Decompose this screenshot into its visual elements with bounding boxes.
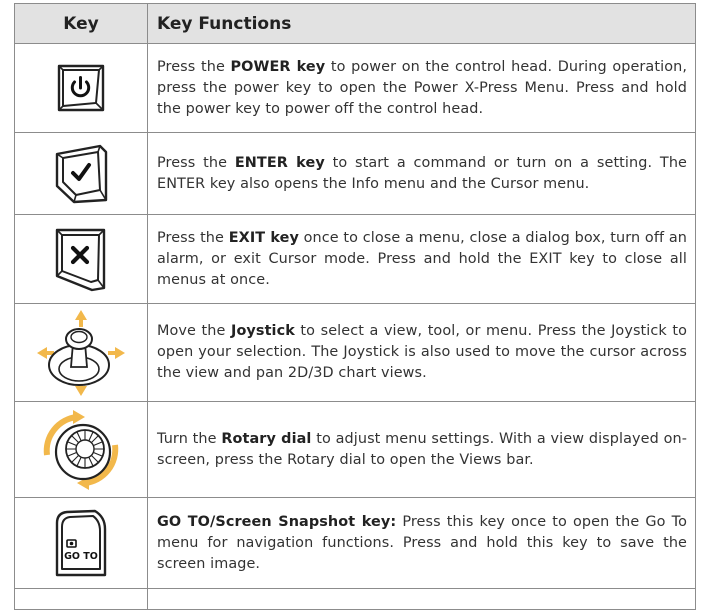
table-row <box>15 401 695 497</box>
exit-key-description: Press the EXIT key once to close a menu, close a dialog box, turn off an alarm, or exit Cursor mode. Press and hold the EXIT key to close all menus at once. <box>157 229 687 288</box>
rotary-dial-description: Turn the Rotary dial to adjust menu settings. With a view displayed on-screen, press the Rotary dial to open the Views bar. <box>157 430 687 468</box>
power-key-description: Press the POWER key to power on the control head. During operation, press the power key to open the Power X-Press Menu. Press and hold the power key to power off the control head. <box>157 58 687 117</box>
rotary-dial-icon <box>33 405 129 495</box>
table-row <box>15 214 695 303</box>
key-functions-table <box>14 3 696 610</box>
header-key-functions: Key Functions <box>157 13 292 34</box>
table-row <box>15 43 695 132</box>
table-row-partial <box>15 588 695 609</box>
table-row <box>15 132 695 214</box>
enter-key-description: Press the ENTER key to start a command or turn on a setting. The ENTER key also opens the Info menu and the Cursor menu. <box>157 154 687 192</box>
power-key-name: POWER key <box>230 58 326 75</box>
enter-key-name: ENTER key <box>234 154 325 171</box>
table-header-row <box>15 4 695 43</box>
joystick-icon <box>35 307 127 399</box>
joystick-description: Move the Joystick to select a view, tool, or menu. Press the Joystick to open your selection. The Joystick is also used to move the cursor across the view and pan 2D/3D chart views. <box>157 323 688 381</box>
exit-key-name: EXIT key <box>228 229 299 246</box>
goto-key-icon <box>51 507 111 579</box>
exit-key-icon <box>52 224 110 294</box>
goto-key-description: GO TO/Screen Snapshot key: Press this key once to open the Go To menu for navigation functions. Press and hold this key to save the screen image. <box>157 513 687 572</box>
header-key: Key <box>15 4 148 43</box>
table-row <box>15 497 695 588</box>
goto-key-name: GO TO/Screen Snapshot key: <box>157 513 397 530</box>
enter-key-icon <box>52 142 110 206</box>
table-row <box>15 303 695 401</box>
goto-key-label: GO TO <box>64 551 98 562</box>
rotary-dial-name: Rotary dial <box>221 430 312 447</box>
power-key-icon <box>53 60 109 116</box>
joystick-name: Joystick <box>230 323 295 339</box>
